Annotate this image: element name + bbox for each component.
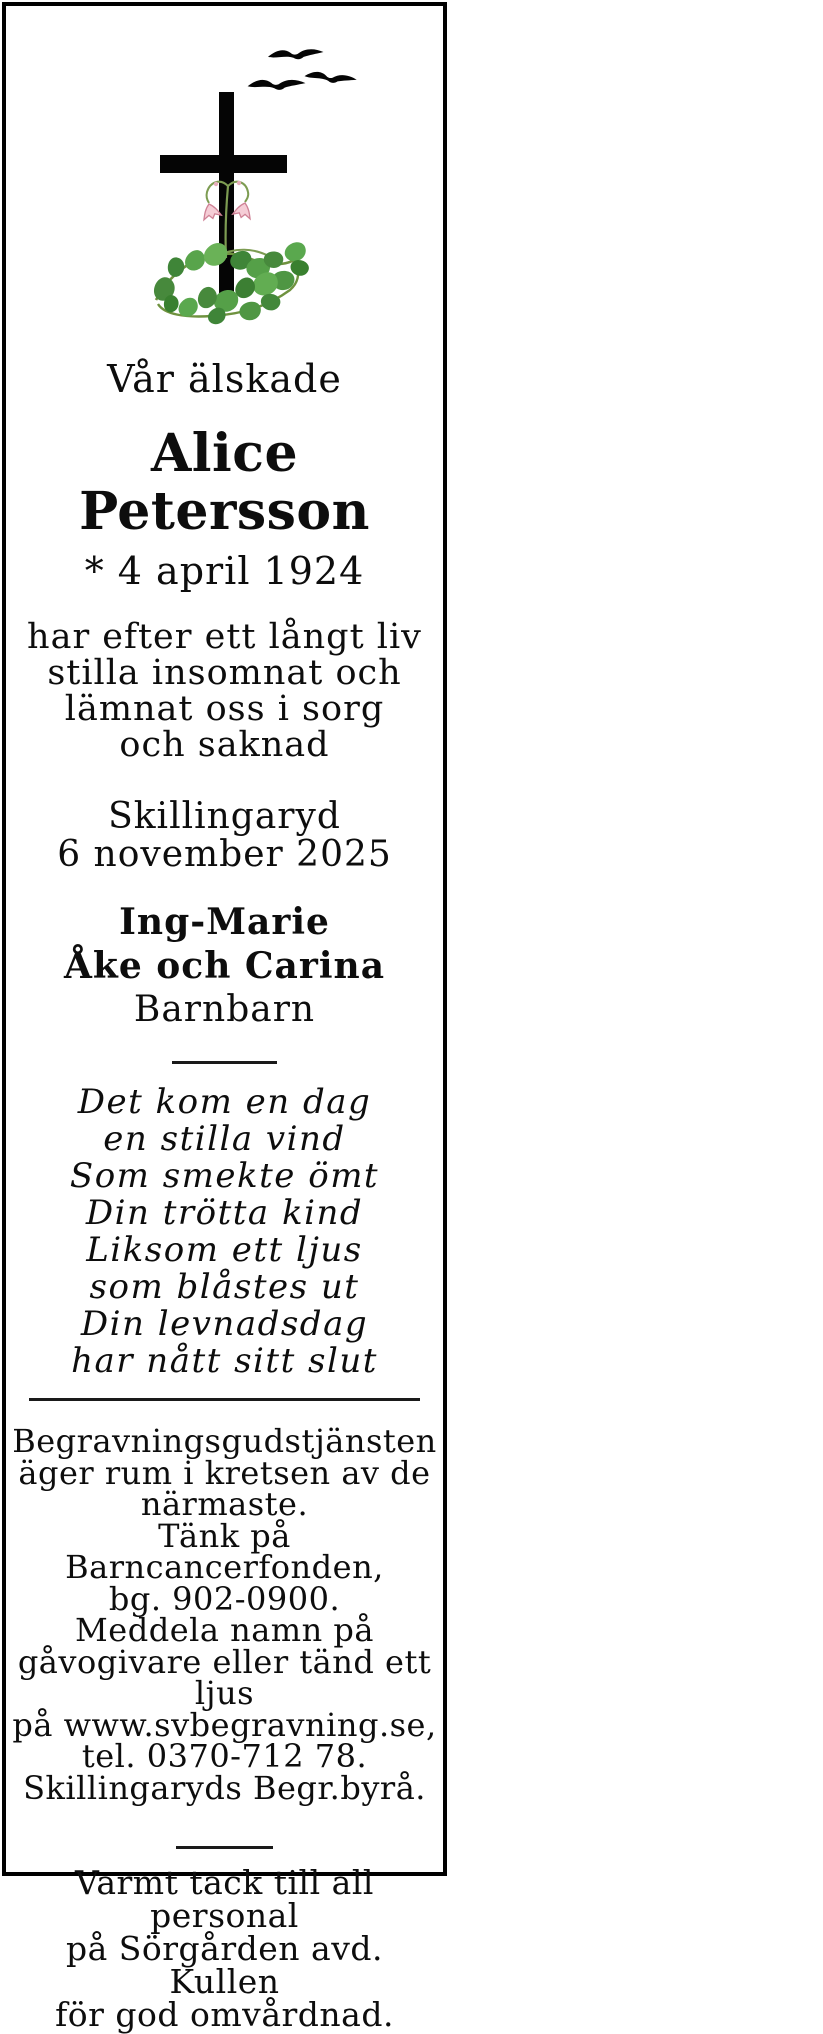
- info-line: på www.svbegravning.se,: [12, 1705, 437, 1744]
- place: Skillingaryd: [108, 796, 341, 837]
- poem-line: har nått sitt slut: [71, 1341, 378, 1381]
- date: 6 november 2025: [57, 834, 392, 875]
- poem-line: Din trötta kind: [85, 1193, 364, 1233]
- info-line: närmaste.: [140, 1485, 309, 1523]
- thanks-block: [6, 1863, 443, 2034]
- thanks-line: Varmt tack till all personal: [75, 1863, 374, 1935]
- intro-line: Vår älskade: [107, 357, 342, 401]
- message-line: stilla insomnat och: [47, 653, 402, 693]
- birth-date: * 4 april 1924: [84, 549, 365, 593]
- obituary-notice: [2, 2, 447, 2034]
- info-line: bg. 902-0900.: [108, 1579, 341, 1618]
- info-line: tel. 0370-712 78.: [81, 1737, 368, 1775]
- info-line: äger rum i kretsen av de: [18, 1453, 431, 1492]
- deceased-name: Alice Petersson: [79, 423, 370, 542]
- info-line: gåvogivare eller tänd ett ljus: [17, 1642, 432, 1712]
- funeral-info-block: [6, 1422, 443, 1807]
- message-line: har efter ett långt liv: [27, 617, 422, 657]
- poem-line: Som smekte ömt: [69, 1156, 380, 1196]
- poem-line: som blåstes ut: [89, 1267, 360, 1307]
- mourner-line: Ing-Marie: [119, 901, 330, 943]
- memorial-artwork: [6, 6, 443, 336]
- info-line: Skillingaryds Begr.byrå.: [23, 1768, 426, 1807]
- divider: [176, 1846, 273, 1849]
- message-line: och saknad: [119, 725, 330, 765]
- birds-icon: [248, 49, 358, 91]
- poem-block: [6, 1084, 443, 1380]
- mourner-line: Barnbarn: [133, 989, 316, 1030]
- mourner-line: Åke och Carina: [63, 945, 386, 987]
- poem-line: Liksom ett ljus: [86, 1230, 363, 1270]
- info-line: Meddela namn på: [75, 1611, 374, 1649]
- poem-line: Din levnadsdag: [80, 1304, 369, 1344]
- divider: [172, 1061, 277, 1064]
- thanks-line: för god omvårdnad.: [55, 1995, 394, 2034]
- poem-line: Det kom en dag: [77, 1082, 372, 1122]
- message-paragraph: [6, 619, 443, 763]
- poem-line: en stilla vind: [103, 1119, 346, 1159]
- mourners-block: [6, 900, 443, 1032]
- info-line: Begravningsgudstjänsten: [12, 1422, 437, 1460]
- info-line: Tänk på Barncancerfonden,: [65, 1516, 384, 1586]
- message-line: lämnat oss i sorg: [64, 689, 385, 729]
- divider: [29, 1398, 420, 1401]
- place-date-block: [6, 798, 443, 874]
- thanks-line: på Sörgården avd. Kullen: [66, 1929, 383, 2001]
